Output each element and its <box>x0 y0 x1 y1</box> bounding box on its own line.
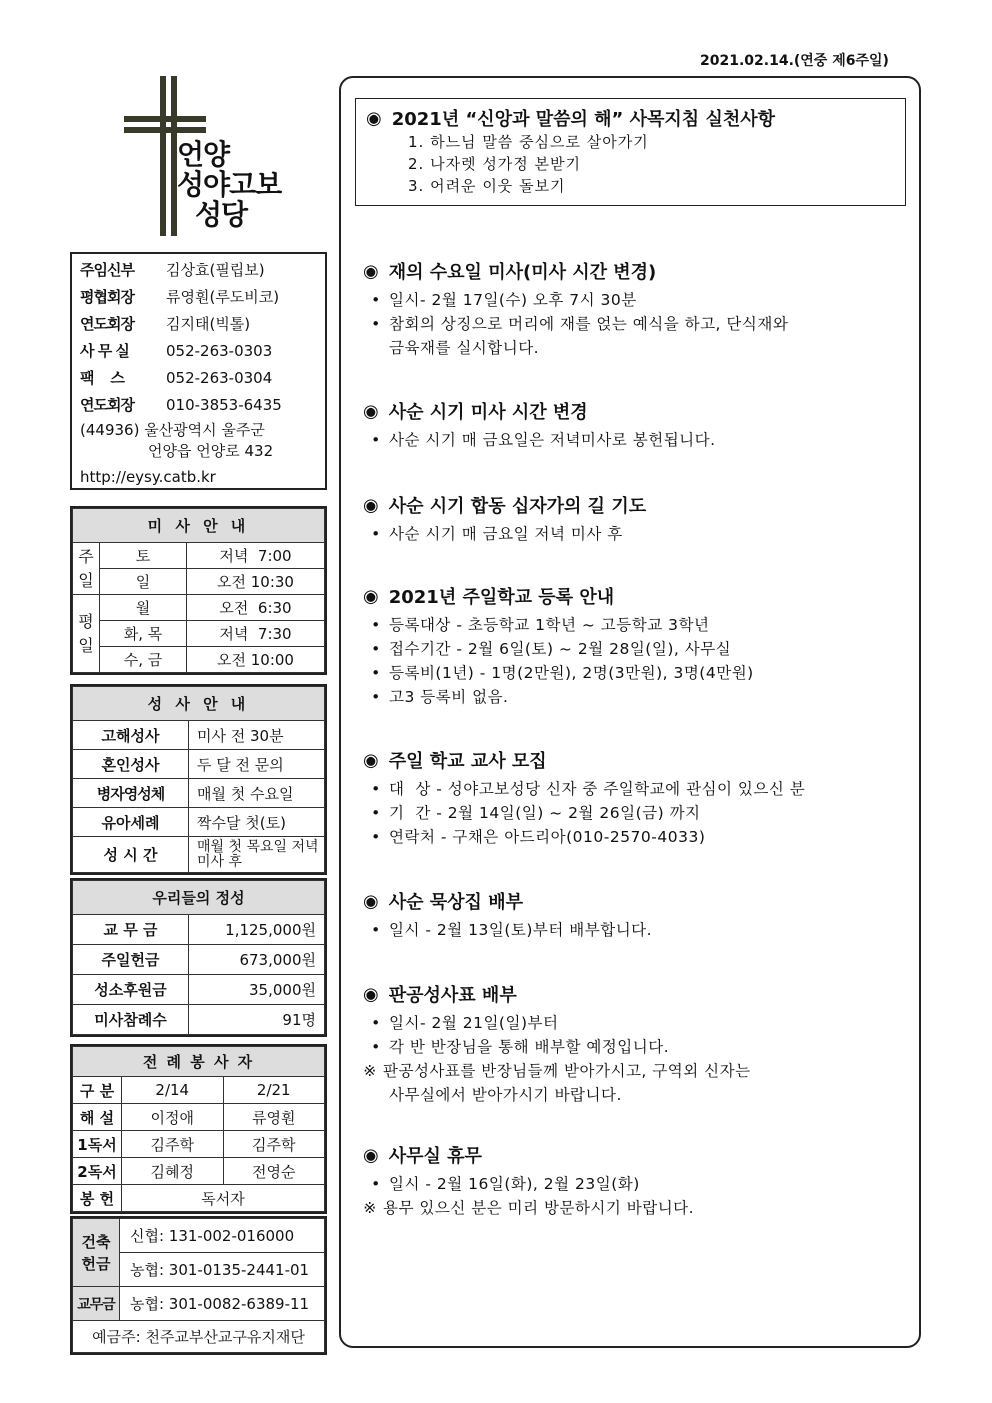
circle-bullet-icon: ◉ <box>363 400 379 422</box>
section-office-closed <box>363 1142 908 1220</box>
server-role: 해 설 <box>73 1104 122 1131</box>
dot-bullet-icon: • <box>371 1038 381 1056</box>
offering-amount: 35,000원 <box>189 975 325 1005</box>
building-account: 신협: 131-002-016000 <box>120 1219 325 1253</box>
mass-time: 저녁 7:30 <box>187 621 325 647</box>
server-date: 2/14 <box>122 1077 224 1104</box>
info-key: 평협회장 <box>80 288 134 306</box>
section-lent-meditation <box>363 888 908 942</box>
section-title: ◉ 사순 시기 미사 시간 변경 <box>363 400 588 423</box>
info-value: 김지태(빅톨) <box>166 315 251 333</box>
bullet-line: • 대 상 - 성야고보성당 신자 중 주일학교에 관심이 있으신 분 <box>363 777 908 801</box>
sacrament-name: 병자영성체 <box>73 779 189 808</box>
info-row <box>80 364 317 391</box>
section-confession-card <box>363 981 908 1107</box>
offering-name: 성소후원금 <box>73 975 189 1005</box>
server-role: 구 분 <box>73 1077 122 1104</box>
section-title: ◉ 사무실 휴무 <box>363 1144 482 1167</box>
offering-name: 교 무 금 <box>73 915 189 945</box>
sacrament-time: 미사 전 30분 <box>189 721 325 750</box>
server-name: 전영순 <box>223 1158 325 1185</box>
section-title: ◉ 판공성사표 배부 <box>363 983 517 1006</box>
offering-amount: 1,125,000원 <box>189 915 325 945</box>
sacrament-name: 고해성사 <box>73 721 189 750</box>
sacraments-title: 성 사 안 내 <box>73 687 325 721</box>
pastoral-goals-box <box>355 98 906 206</box>
circle-bullet-icon: ◉ <box>363 1144 379 1166</box>
section-lent-mass-time <box>363 398 908 452</box>
sacrament-time: 두 달 전 문의 <box>189 750 325 779</box>
info-value: 김상효(필립보) <box>166 261 265 279</box>
dot-bullet-icon: • <box>371 291 381 309</box>
parish-info-box <box>70 252 327 490</box>
section-ash-wednesday <box>363 258 908 360</box>
dot-bullet-icon: • <box>371 616 381 634</box>
info-row <box>80 283 317 310</box>
info-key: 연도회장 <box>80 315 134 333</box>
server-name: 김혜정 <box>122 1158 224 1185</box>
building-fund-label: 건축헌금 <box>73 1219 120 1287</box>
sacrament-name: 유아세례 <box>73 808 189 837</box>
mass-day: 월 <box>100 595 187 621</box>
circle-bullet-icon: ◉ <box>363 585 379 607</box>
info-value: 052-263-0304 <box>166 368 273 387</box>
server-role: 2독서 <box>73 1158 122 1185</box>
liturgy-servers-title: 전 례 봉 사 자 <box>73 1047 325 1077</box>
goal-item: 2. 나자렛 성가정 본받기 <box>408 155 582 173</box>
dot-bullet-icon: • <box>371 315 381 333</box>
dot-bullet-icon: • <box>371 804 381 822</box>
tithe-label: 교무금 <box>73 1287 120 1321</box>
bullet-line: • 참회의 상징으로 머리에 재를 얹는 예식을 하고, 단식재와 <box>363 312 908 336</box>
circle-bullet-icon: ◉ <box>363 890 379 912</box>
bullet-line: • 일시 - 2월 16일(화), 2월 23일(화) <box>363 1172 908 1196</box>
dot-bullet-icon: • <box>371 640 381 658</box>
mass-day: 수, 금 <box>100 647 187 673</box>
dot-bullet-icon: • <box>371 1014 381 1032</box>
info-value: 류영훤(루도비코) <box>166 288 280 306</box>
mass-time: 오전 10:00 <box>187 647 325 673</box>
server-role: 봉 헌 <box>73 1185 122 1212</box>
dot-bullet-icon: • <box>371 780 381 798</box>
circle-bullet-icon: ◉ <box>363 749 379 771</box>
section-title: ◉ 사순 시기 합동 십자가의 길 기도 <box>363 494 647 517</box>
mass-day: 일 <box>100 569 187 595</box>
info-row <box>80 337 317 364</box>
bank-accounts-table <box>72 1218 325 1353</box>
liturgy-servers-table <box>72 1046 325 1212</box>
sacrament-name: 혼인성사 <box>73 750 189 779</box>
mass-time: 오전 6:30 <box>187 595 325 621</box>
sacrament-time: 짝수달 첫(토) <box>189 808 325 837</box>
dot-bullet-icon: • <box>371 921 381 939</box>
weekday-label: 평일 <box>73 595 100 673</box>
info-key: 팩 스 <box>80 369 124 387</box>
offering-title: 우리들의 정성 <box>73 881 325 915</box>
info-key: 사 무 실 <box>80 342 129 360</box>
section-sunday-school <box>363 583 908 709</box>
mass-schedule-box <box>70 506 327 675</box>
mass-day: 화, 목 <box>100 621 187 647</box>
bullet-line: • 사순 시기 매 금요일 저녁 미사 후 <box>363 522 908 546</box>
sacraments-table <box>72 686 325 873</box>
circle-bullet-icon: ◉ <box>363 494 379 516</box>
section-title: ◉ 2021년 주일학교 등록 안내 <box>363 585 615 608</box>
liturgy-servers-box <box>70 1044 327 1214</box>
server-name: 류영훤 <box>223 1104 325 1131</box>
address-line: 언양읍 언양로 432 <box>148 442 274 460</box>
building-account: 농협: 301-0135-2441-01 <box>120 1253 325 1287</box>
info-value: 052-263-0303 <box>166 341 273 360</box>
dot-bullet-icon: • <box>371 431 381 449</box>
mass-schedule-title: 미 사 안 내 <box>73 509 325 543</box>
bulletin-date: 2021.02.14.(연중 제6주일) <box>700 53 889 69</box>
mass-schedule-table <box>72 508 325 673</box>
offering-amount: 673,000원 <box>189 945 325 975</box>
bullet-line: • 일시- 2월 17일(수) 오후 7시 30분 <box>363 288 908 312</box>
mass-time: 오전 10:30 <box>187 569 325 595</box>
bullet-line: • 사순 시기 매 금요일은 저녁미사로 봉헌됩니다. <box>363 428 908 452</box>
bullet-line: • 등록대상 - 초등학교 1학년 ~ 고등학교 3학년 <box>363 613 908 637</box>
sacraments-box <box>70 684 327 875</box>
info-row <box>80 256 317 283</box>
server-role: 1독서 <box>73 1131 122 1158</box>
reference-mark-icon: ※ <box>363 1062 377 1080</box>
bullet-line: • 각 반 반장님을 통해 배부할 예정입니다. <box>363 1035 908 1059</box>
reference-mark-icon: ※ <box>363 1199 377 1217</box>
logo-line: 성야고보 <box>177 168 282 201</box>
dot-bullet-icon: • <box>371 525 381 543</box>
parish-logo-text <box>177 140 281 230</box>
bullet-line: • 고3 등록비 없음. <box>363 685 908 709</box>
server-date: 2/21 <box>223 1077 325 1104</box>
circle-bullet-icon: ◉ <box>363 983 379 1005</box>
note-line: ※ 용무 있으신 분은 미리 방문하시기 바랍니다. <box>357 1196 908 1220</box>
bank-accounts-box <box>70 1216 327 1355</box>
dot-bullet-icon: • <box>371 828 381 846</box>
info-row <box>80 391 317 418</box>
offering-box <box>70 878 327 1037</box>
section-title: ◉ 주일 학교 교사 모집 <box>363 749 547 772</box>
bullet-line: • 접수기간 - 2월 6일(토) ~ 2월 28일(일), 사무실 <box>363 637 908 661</box>
bullet-line-continued: 금육재를 실시합니다. <box>389 339 540 357</box>
offering-amount: 91명 <box>189 1005 325 1035</box>
mass-day: 토 <box>100 543 187 569</box>
goal-item: 3. 어려운 이웃 돌보기 <box>408 177 566 195</box>
sacrament-time: 매월 첫 수요일 <box>189 779 325 808</box>
offering-table <box>72 880 325 1035</box>
note-line-continued: 사무실에서 받아가시기 바랍니다. <box>389 1086 622 1104</box>
bullet-line: • 연락처 - 구채은 아드리아(010-2570-4033) <box>363 825 908 849</box>
server-name: 김주학 <box>223 1131 325 1158</box>
section-title: ◉ 재의 수요일 미사(미사 시간 변경) <box>363 260 657 283</box>
section-stations-of-cross <box>363 492 908 546</box>
server-name: 김주학 <box>122 1131 224 1158</box>
section-title: ◉ 사순 묵상집 배부 <box>363 890 523 913</box>
section-teacher-recruitment <box>363 747 908 849</box>
bullet-line: • 일시 - 2월 13일(토)부터 배부합니다. <box>363 918 908 942</box>
goal-item: 1. 하느님 말씀 중심으로 살아가기 <box>408 133 649 151</box>
address-line: (44936) 울산광역시 울주군 <box>80 421 265 439</box>
note-line: ※ 판공성사표를 반장님들께 받아가시고, 구역외 신자는 <box>357 1059 908 1083</box>
logo-line: 언양 <box>177 138 230 171</box>
address <box>80 420 317 462</box>
sunday-label: 주일 <box>73 543 100 595</box>
bullet-line: • 등록비(1년) - 1명(2만원), 2명(3만원), 3명(4만원) <box>363 661 908 685</box>
dot-bullet-icon: • <box>371 664 381 682</box>
circle-bullet-icon: ◉ <box>363 260 379 282</box>
server-name: 이정애 <box>122 1104 224 1131</box>
section-title: ◉ 2021년 “신앙과 말씀의 해” 사목지침 실천사항 <box>366 107 776 130</box>
dot-bullet-icon: • <box>371 1175 381 1193</box>
website-link[interactable]: http://eysy.catb.kr <box>80 468 216 486</box>
mass-time: 저녁 7:00 <box>187 543 325 569</box>
sacrament-name: 성 시 간 <box>73 837 189 873</box>
sacrament-time: 매월 첫 목요일 저녁미사 후 <box>189 837 325 873</box>
server-name: 독서자 <box>122 1185 325 1212</box>
logo-line: 성당 <box>195 198 248 231</box>
tithe-account: 농협: 301-0082-6389-11 <box>120 1287 325 1321</box>
offering-name: 주일헌금 <box>73 945 189 975</box>
bullet-line: • 기 간 - 2월 14일(일) ~ 2월 26일(금) 까지 <box>363 801 908 825</box>
info-value: 010-3853-6435 <box>166 395 282 414</box>
bullet-line: • 일시- 2월 21일(일)부터 <box>363 1011 908 1035</box>
dot-bullet-icon: • <box>371 688 381 706</box>
info-key: 연도회장 <box>80 396 134 414</box>
offering-name: 미사참례수 <box>73 1005 189 1035</box>
info-row <box>80 310 317 337</box>
account-holder: 예금주: 천주교부산교구유지재단 <box>73 1321 325 1353</box>
circle-bullet-icon: ◉ <box>366 107 382 129</box>
info-key: 주임신부 <box>80 261 134 279</box>
